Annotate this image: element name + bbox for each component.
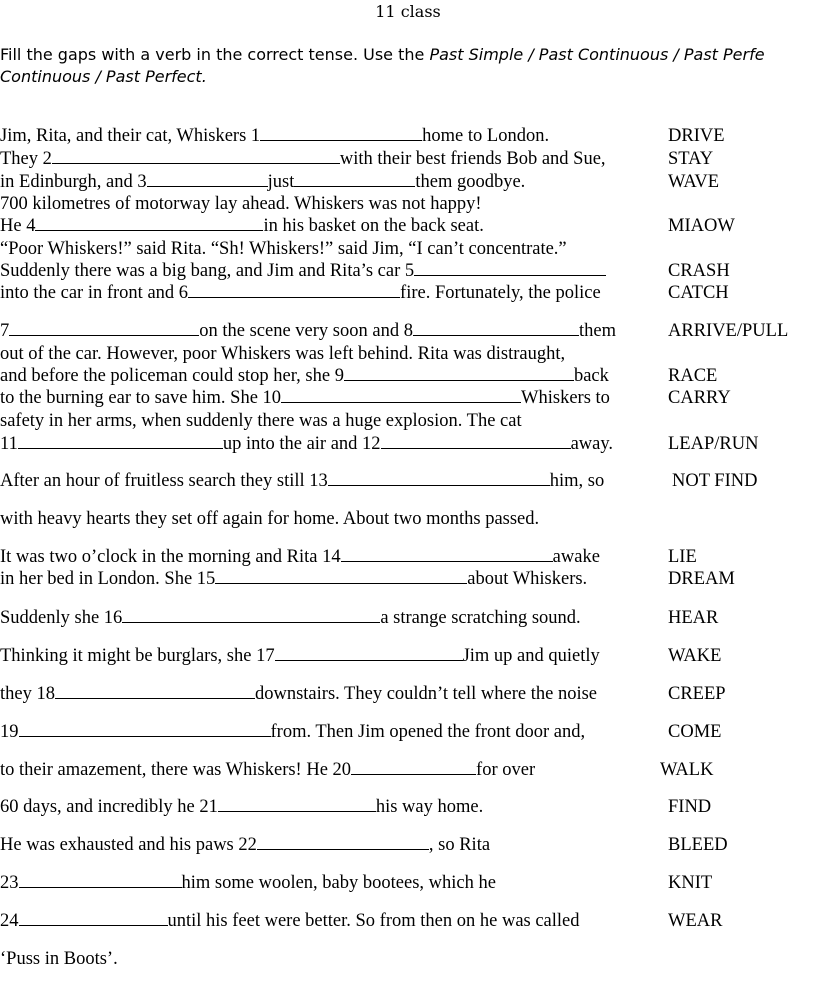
gap-12[interactable] xyxy=(381,433,571,449)
text-line-23: to their amazement, there was Whiskers! He 20 for over xyxy=(0,760,536,780)
gap-10[interactable] xyxy=(281,387,521,403)
text-line-26: 23 him some woolen, baby bootees, which he xyxy=(0,873,496,893)
text-line-1: Jim, Rita, and their cat, Whiskers 1 home to London. xyxy=(0,126,550,146)
tense-list-1: Past Simple / Past Continuous / Past Perfe xyxy=(429,45,765,64)
verb-bleed: BLEED xyxy=(668,835,728,855)
verb-catch: CATCH xyxy=(668,283,729,303)
text-line-24: 60 days, and incredibly he 21 his way home. xyxy=(0,797,484,817)
verb-wake: WAKE xyxy=(668,646,722,666)
instructions xyxy=(0,44,816,88)
gap-18[interactable] xyxy=(55,683,255,699)
verb-arrive-pull: ARRIVE/PULL xyxy=(668,321,789,341)
gap-2[interactable] xyxy=(52,148,340,164)
gap-4[interactable] xyxy=(35,215,263,231)
verb-creep: CREEP xyxy=(668,684,726,704)
text-line-9: 7 on the scene very soon and 8 them xyxy=(0,321,616,341)
text-line-14: 11 up into the air and 12 away. xyxy=(0,434,614,454)
verb-lie: LIE xyxy=(668,547,697,567)
text-line-5: He 4 in his basket on the back seat. xyxy=(0,216,484,236)
verb-race: RACE xyxy=(668,366,718,386)
verb-dream: DREAM xyxy=(668,569,735,589)
text-line-13: safety in her arms, when suddenly there was a huge explosion. The cat xyxy=(0,411,522,431)
verb-wave: WAVE xyxy=(668,172,720,192)
gap-16[interactable] xyxy=(122,607,380,623)
verb-miaow: MIAOW xyxy=(668,216,735,236)
gap-21[interactable] xyxy=(218,796,376,812)
text-line-4: 700 kilometres of motorway lay ahead. Whiskers was not happy! xyxy=(0,194,482,214)
gap-5[interactable] xyxy=(414,260,606,276)
tense-list-2: Continuous / Past Perfect. xyxy=(0,67,207,86)
text-line-6: “Poor Whiskers!” said Rita. “Sh! Whiskers!” said Jim, “I can’t concentrate.” xyxy=(0,239,567,259)
text-line-21: they 18 downstairs. They couldn’t tell where the noise xyxy=(0,684,597,704)
text-line-22: 19 from. Then Jim opened the front door and, xyxy=(0,722,586,742)
gap-23[interactable] xyxy=(19,872,182,888)
text-line-2: They 2 with their best friends Bob and Sue, xyxy=(0,149,606,169)
verb-come: COME xyxy=(668,722,722,742)
gap-13[interactable] xyxy=(328,470,550,486)
gap-19[interactable] xyxy=(19,721,271,737)
gap-11[interactable] xyxy=(18,433,223,449)
gap-15[interactable] xyxy=(215,568,467,584)
gap-6[interactable] xyxy=(188,282,400,298)
text-line-12: to the burning ear to save him. She 10 Whiskers to xyxy=(0,388,610,408)
verb-leap-run: LEAP/RUN xyxy=(668,434,759,454)
gap-3b[interactable] xyxy=(294,171,415,187)
text-line-10: out of the car. However, poor Whiskers was left behind. Rita was distraught, xyxy=(0,344,566,364)
text-line-11: and before the policeman could stop her, she 9 back xyxy=(0,366,609,386)
verb-crash: CRASH xyxy=(668,261,730,281)
verb-hear: HEAR xyxy=(668,608,719,628)
gap-1[interactable] xyxy=(260,125,422,141)
text-line-18: in her bed in London. She 15 about Whiskers. xyxy=(0,569,588,589)
text-line-16: with heavy hearts they set off again for home. About two months passed. xyxy=(0,509,540,529)
verb-not-find: NOT FIND xyxy=(672,471,758,491)
text-line-3: in Edinburgh, and 3 just them goodbye. xyxy=(0,172,526,192)
verb-find: FIND xyxy=(668,797,712,817)
text-line-7: Suddenly there was a big bang, and Jim and Rita’s car 5 xyxy=(0,260,606,282)
verb-walk: WALK xyxy=(660,760,714,780)
text-line-20: Thinking it might be burglars, she 17 Jim up and quietly xyxy=(0,646,600,666)
gap-20[interactable] xyxy=(351,759,476,775)
page-title: 11 class xyxy=(375,2,441,21)
gap-24[interactable] xyxy=(19,910,168,926)
instructions-lead: Fill the gaps with a verb in the correct tense. Use the xyxy=(0,45,430,64)
verb-drive: DRIVE xyxy=(668,126,725,146)
gap-8[interactable] xyxy=(413,320,579,336)
verb-carry: CARRY xyxy=(668,388,731,408)
text-line-19: Suddenly she 16 a strange scratching sound. xyxy=(0,608,581,628)
verb-stay: STAY xyxy=(668,149,714,169)
verb-wear: WEAR xyxy=(668,911,723,931)
gap-17[interactable] xyxy=(275,645,463,661)
gap-3a[interactable] xyxy=(147,171,268,187)
text-line-17: It was two o’clock in the morning and Rita 14 awake xyxy=(0,547,600,567)
gap-14[interactable] xyxy=(341,546,553,562)
gap-22[interactable] xyxy=(257,834,429,850)
text-line-27: 24 until his feet were better. So from then on he was called xyxy=(0,911,580,931)
verb-knit: KNIT xyxy=(668,873,713,893)
text-line-8: into the car in front and 6 fire. Fortunately, the police xyxy=(0,283,601,303)
gap-9[interactable] xyxy=(344,365,574,381)
text-line-25: He was exhausted and his paws 22 , so Rita xyxy=(0,835,491,855)
text-line-28: ‘Puss in Boots’. xyxy=(0,949,118,969)
text-line-15: After an hour of fruitless search they still 13 him, so xyxy=(0,471,605,491)
gap-7[interactable] xyxy=(9,320,199,336)
